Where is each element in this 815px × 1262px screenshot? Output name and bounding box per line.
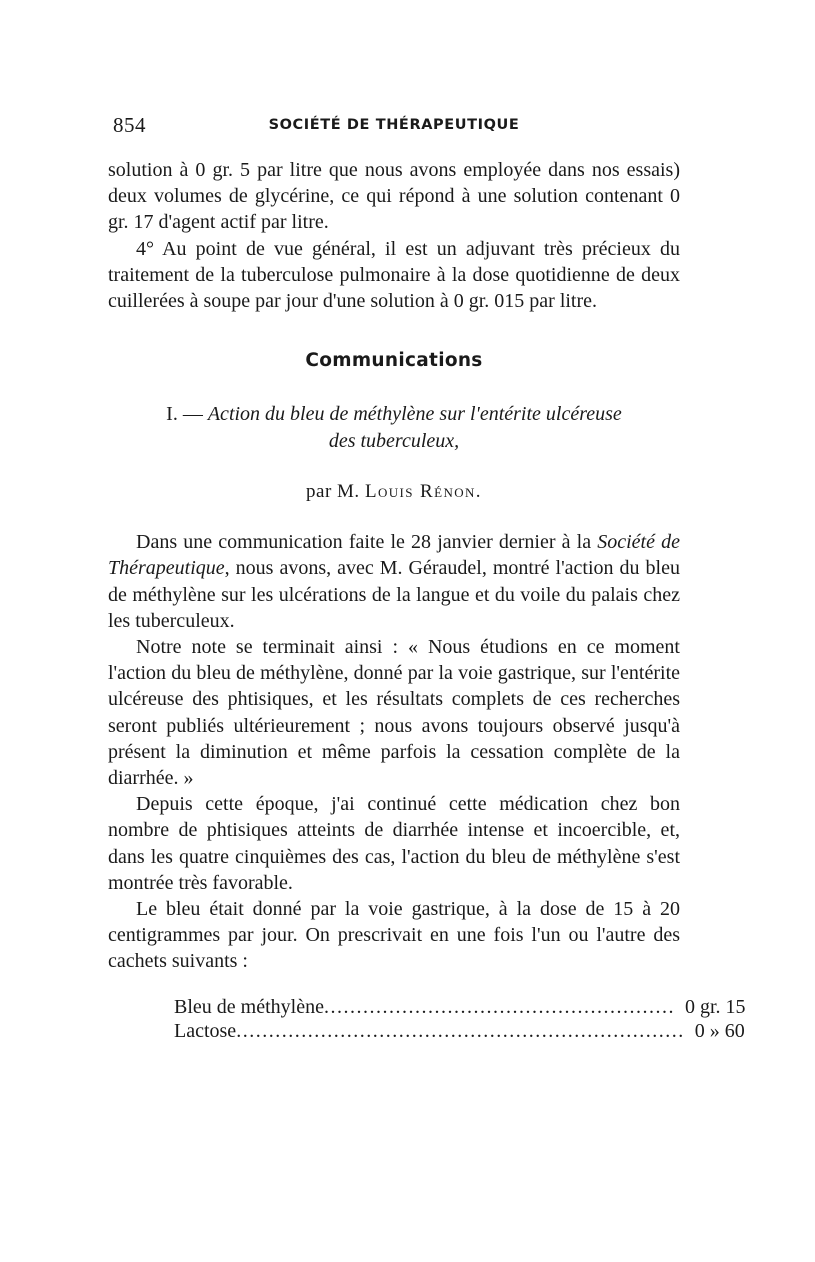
leader-dots: ...................................................... [323,995,675,1018]
paragraph-2: Notre note se terminait ainsi : « Nous étudions en ce moment l'action du bleu de méthylène, donné par la voie gastrique, sur l'entérite ulcéreuse des phtisiques, et les résultats complets de ces recherches seront publiés ultérieurement ; nous avons toujours observé jusqu'à présent la diminution et même parfois la cessation complète de la diarrhée. » [108,636,680,790]
leader-dots: ..................................................................... [236,1019,685,1042]
paragraph-3: Depuis cette époque, j'ai continué cette médication chez bon nombre de phtisiques atteints de diarrhée intense et incoercible, et, dans les quatre cinquièmes des cas, l'action du bleu de méthylène s'est montrée très favorable. [108,793,680,894]
ingredient-quantity: 0 » 60 [694,1019,745,1042]
prescription-list [174,995,746,1043]
paragraph-1-text-a: Dans une communication faite le 28 janvier dernier à la [136,531,598,554]
byline-prefix: par M. [306,481,360,503]
byline [108,479,680,505]
paragraph-4: Le bleu était donné par la voie gastrique, à la dose de 15 à 20 centigrammes par jour. On prescrivait en une fois l'un ou l'autre des cachets suivants : [108,898,680,973]
page-body [108,157,746,1043]
ingredient-name: Lactose [174,1019,237,1042]
article-title [108,401,680,455]
page-header [108,110,680,140]
article-title-line-1: Action du bleu de méthylène sur l'entérite ulcéreuse [207,403,622,426]
continued-paragraph: solution à 0 gr. 5 par litre que nous avons employée dans nos essais) deux volumes de glycérine, ce qui répond à une solution contenant 0 gr. 17 d'agent actif par litre. [108,159,680,234]
author-name: Louis Rénon. [364,481,482,503]
article-number: I. — [166,403,203,426]
society-name: Société de Thérapeutique [108,531,680,580]
prescription-row [174,1019,745,1043]
section-heading: Communications [305,350,483,372]
running-title: SOCIÉTÉ DE THÉRAPEUTIQUE [268,117,520,133]
ingredient-name: Bleu de méthylène [174,995,324,1018]
article-title-line-2: des tuberculeux, [328,430,460,453]
paragraph-1-text-b: , nous avons, avec M. Géraudel, montré l'action du bleu de méthylène sur les ulcérations de la langue et du voile du palais chez les tuberculeux. [108,557,680,632]
paragraph-1 [108,529,680,634]
book-page [108,110,746,1043]
ingredient-quantity: 0 gr. 15 [684,995,746,1018]
page-number: 854 [113,113,146,137]
paragraph-point-4: 4° Au point de vue général, il est un adjuvant très précieux du traitement de la tuberculose pulmonaire à la dose quotidienne de deux cuillerées à soupe par jour d'une solution à 0 gr. 015 par litre. [108,237,680,313]
prescription-row [174,995,746,1019]
